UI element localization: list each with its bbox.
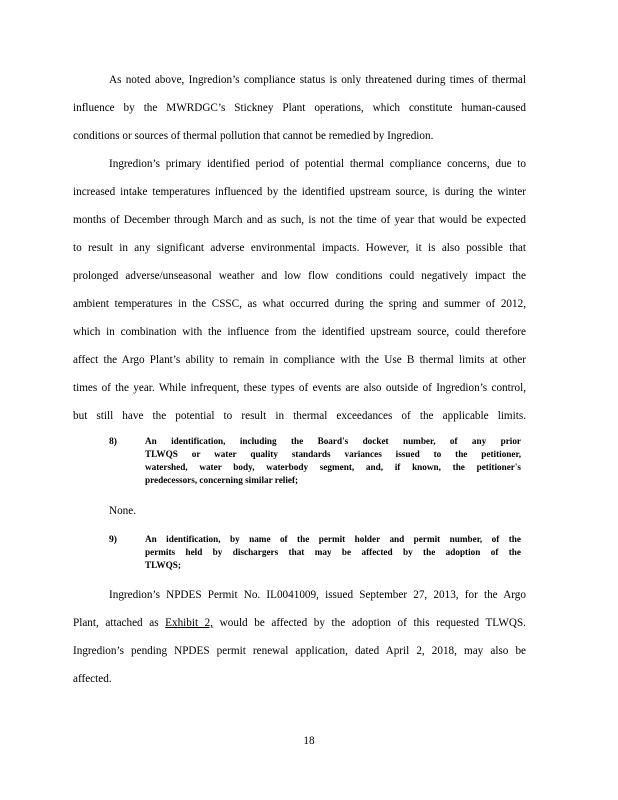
paragraph-2-line-5: prolonged adverse/unseasonal weather and low flow conditions could negatively impact the [73, 270, 526, 282]
item-9-line-3: TLWQS; [145, 559, 181, 571]
item-8-line-2: TLWQS or water quality standards variances issued to the petitioner, [145, 448, 521, 460]
final-paragraph-line-2 [73, 616, 526, 630]
paragraph-2-line-4: to result in any significant adverse environmental impacts. However, it is also possible that [73, 242, 526, 254]
paragraph-2-line-1: Ingredion’s primary identified period of potential thermal compliance concerns, due to [109, 158, 526, 170]
paragraph-2-line-10: but still have the potential to result in thermal exceedances of the applicable limits. [73, 410, 526, 422]
paragraph-1-line-2: influence by the MWRDGC’s Stickney Plant operations, which constitute human-caused [73, 102, 526, 114]
item-9-line-1: An identification, by name of the permit holder and permit number, of the [145, 533, 521, 545]
paragraph-1-line-3: conditions or sources of thermal pollution that cannot be remedied by Ingredion. [73, 130, 434, 142]
final-paragraph-line-2-after: would be affected by the adoption of this requested TLWQS. [219, 617, 526, 629]
item-8-line-1: An identification, including the Board's docket number, of any prior [145, 435, 521, 447]
final-paragraph-line-2-before: Plant, attached as [73, 617, 159, 629]
paragraph-2-line-9: times of the year. While infrequent, these types of events are also outside of Ingredion’s control, [73, 382, 526, 394]
exhibit-2-reference: Exhibit 2, [165, 617, 214, 629]
paragraph-2-line-7: which in combination with the influence from the identified upstream source, could therefore [73, 326, 526, 338]
item-9-number: 9) [109, 534, 117, 545]
paragraph-2-line-8: affect the Argo Plant’s ability to remain in compliance with the Use B thermal limits at other [73, 354, 526, 366]
paragraph-2-line-3: months of December through March and as such, is not the time of year that would be expected [73, 214, 526, 226]
paragraph-1-line-1: As noted above, Ingredion’s compliance status is only threatened during times of thermal [109, 74, 526, 86]
none-response: None. [109, 505, 137, 517]
page-number: 18 [303, 735, 315, 747]
final-paragraph-line-4: affected. [73, 673, 112, 685]
item-8-number: 8) [109, 436, 117, 447]
final-paragraph-line-1: Ingredion’s NPDES Permit No. IL0041009, issued September 27, 2013, for the Argo [109, 589, 526, 601]
paragraph-2-line-6: ambient temperatures in the CSSC, as what occurred during the spring and summer of 2012, [73, 298, 526, 310]
final-paragraph-line-3: Ingredion’s pending NPDES permit renewal application, dated April 2, 2018, may also be [73, 645, 526, 657]
item-8-line-4: predecessors, concerning similar relief; [145, 474, 299, 486]
item-8-line-3: watershed, water body, waterbody segment, and, if known, the petitioner's [145, 461, 521, 473]
item-9-line-2: permits held by dischargers that may be affected by the adoption of the [145, 546, 521, 558]
paragraph-2-line-2: increased intake temperatures influenced by the identified upstream source, is during the winter [73, 186, 526, 198]
